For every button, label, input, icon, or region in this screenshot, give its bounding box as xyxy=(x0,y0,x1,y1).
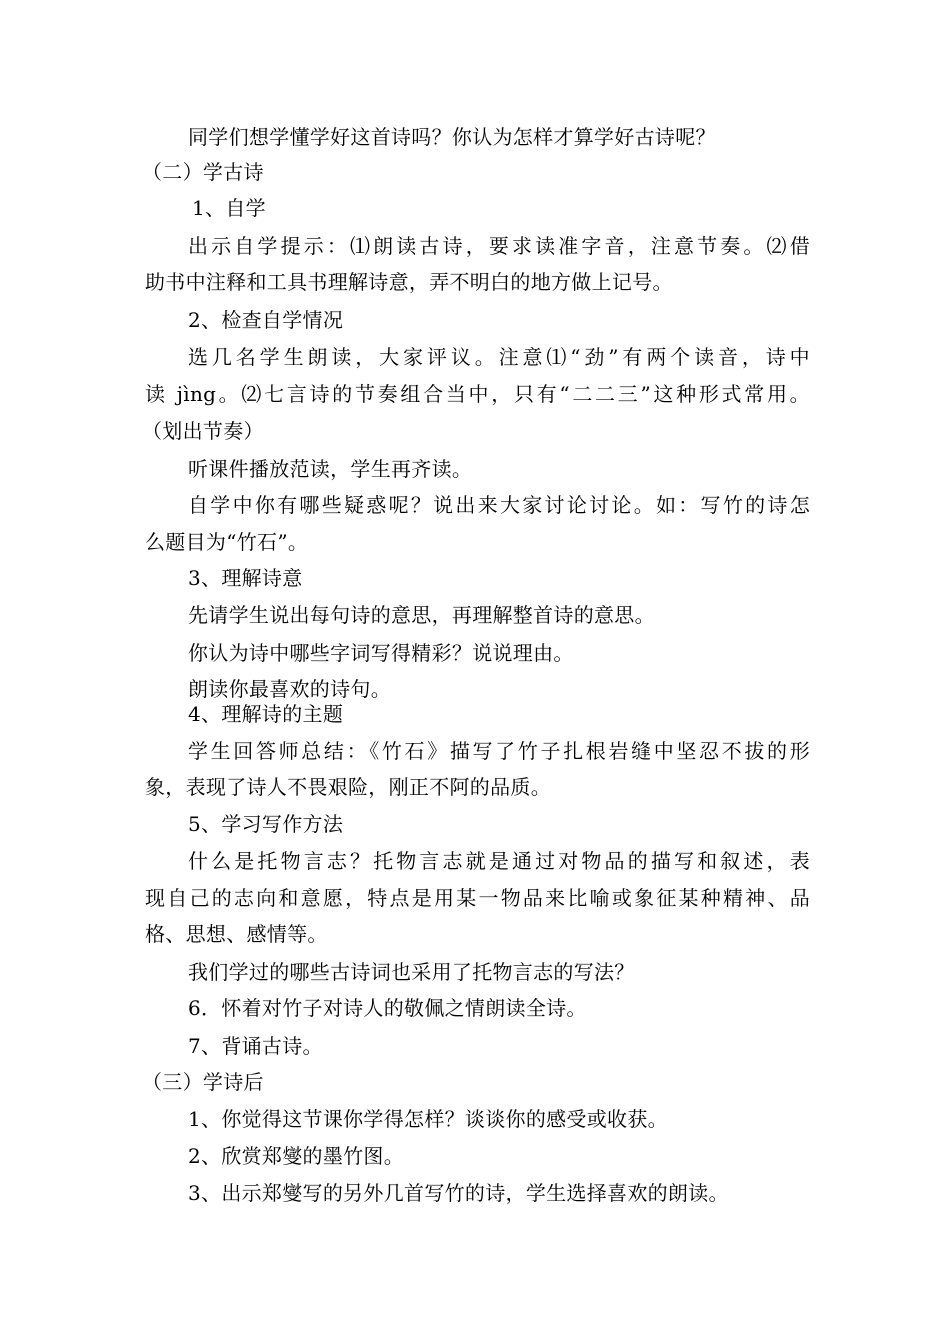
paragraph-line: 同学们想学懂学好这首诗吗？你认为怎样才算学好古诗呢？ xyxy=(188,125,716,149)
paragraph-line: 出示自学提示：⑴朗读古诗，要求读准字音，注意节奏。⑵借 xyxy=(188,234,810,258)
paragraph-line: 1、你觉得这节课你学得怎样？谈谈你的感受或收获。 xyxy=(188,1107,668,1131)
paragraph-line: 我们学过的哪些古诗词也采用了托物言志的写法？ xyxy=(188,960,635,984)
paragraph-line: 象，表现了诗人不畏艰险，刚正不阿的品质。 xyxy=(145,775,551,799)
paragraph-line: 格、思想、感情等。 xyxy=(145,922,328,946)
subsection-heading: 5、学习写作方法 xyxy=(188,812,344,836)
subsection-heading: 4、理解诗的主题 xyxy=(188,702,344,726)
section-heading: （二）学古诗 xyxy=(142,160,264,184)
paragraph-line: 助书中注释和工具书理解诗意，弄不明白的地方做上记号。 xyxy=(145,270,673,294)
paragraph-line: 现自己的志向和意愿，特点是用某一物品来比喻或象征某种精神、品 xyxy=(145,886,810,910)
section-heading: （三）学诗后 xyxy=(142,1070,264,1094)
paragraph-line: 你认为诗中哪些字词写得精彩？说说理由。 xyxy=(188,641,574,665)
paragraph-line: 朗读你最喜欢的诗句。 xyxy=(188,677,391,701)
paragraph-line: （划出节奏） xyxy=(142,419,264,443)
paragraph-line: 7、背诵古诗。 xyxy=(188,1034,323,1058)
subsection-heading: 1、自学 xyxy=(192,196,266,220)
subsection-heading: 3、理解诗意 xyxy=(188,566,303,590)
paragraph-line: 自学中你有哪些疑惑呢？说出来大家讨论讨论。如：写竹的诗怎 xyxy=(188,493,810,517)
paragraph-line: 读 jìng。⑵七言诗的节奏组合当中，只有“二二三”这种形式常用。 xyxy=(145,382,810,406)
paragraph-line: 什么是托物言志？托物言志就是通过对物品的描写和叙述，表 xyxy=(188,849,810,873)
subsection-heading: 2、检查自学情况 xyxy=(188,308,344,332)
paragraph-line: 学生回答师总结：《竹石》描写了竹子扎根岩缝中坚忍不拔的形 xyxy=(188,739,810,763)
paragraph-line: 6．怀着对竹子对诗人的敬佩之情朗读全诗。 xyxy=(188,996,587,1020)
paragraph-line: 听课件播放范读，学生再齐读。 xyxy=(188,457,473,481)
paragraph-line: 3、出示郑燮写的另外几首写竹的诗，学生选择喜欢的朗读。 xyxy=(188,1181,729,1205)
paragraph-line: 选几名学生朗读，大家评议。注意⑴“劲”有两个读音，诗中 xyxy=(188,345,810,369)
paragraph-line: 么题目为“竹石”。 xyxy=(145,530,309,554)
paragraph-line: 先请学生说出每句诗的意思，再理解整首诗的意思。 xyxy=(188,603,655,627)
paragraph-line: 2、欣赏郑燮的墨竹图。 xyxy=(188,1144,405,1168)
